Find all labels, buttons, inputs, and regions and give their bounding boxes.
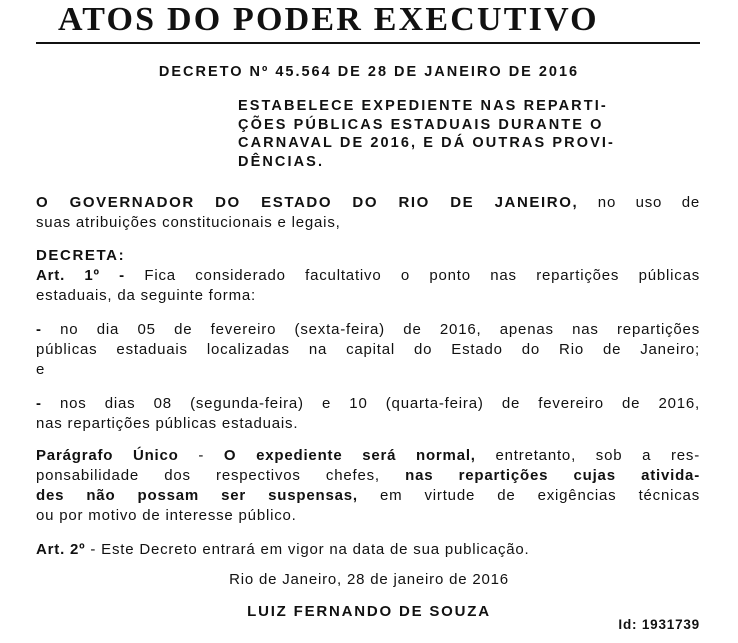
paragrafo-bold-2: nas repartições cujas ativida- [405, 467, 700, 484]
item-2-text: nos dias 08 (segunda-feira) e 10 (quarta-feira) de fevereiro de 2016, [59, 395, 701, 412]
paragrafo-label: Parágrafo Único [36, 447, 179, 464]
paragrafo-bold-1: O expediente será normal, [223, 447, 476, 464]
paragrafo-line [36, 466, 700, 486]
decree-title: DECRETO Nº 45.564 DE 28 DE JANEIRO DE 2016 [158, 64, 580, 80]
masthead: ATOS DO PODER EXECUTIVO [58, 1, 599, 38]
article-1-line [36, 266, 700, 286]
decreta-label [36, 246, 700, 266]
ementa-line: DÊNCIAS. [238, 153, 325, 170]
ementa-line: ÇÕES PÚBLICAS ESTADUAIS DURANTE O [238, 116, 604, 133]
paragrafo-bold-3: des não possam ser suspensas, [36, 487, 358, 504]
article-2-text: - Este Decreto entrará em vigor na data de sua publicação. [90, 541, 530, 558]
preamble-text: no uso de [597, 194, 701, 211]
item-1 [36, 320, 700, 380]
preamble-line [36, 193, 700, 213]
article-1 [36, 266, 700, 306]
ementa-line: ESTABELECE EXPEDIENTE NAS REPARTI- [238, 98, 608, 114]
ementa [238, 97, 700, 171]
article-1-line: estaduais, da seguinte forma: [36, 287, 256, 304]
ementa-line: CARNAVAL DE 2016, E DÁ OUTRAS PROVI- [238, 135, 615, 151]
preamble-line: suas atribuições constitucionais e legais, [36, 214, 341, 231]
place-date: Rio de Janeiro, 28 de janeiro de 2016 [229, 571, 509, 588]
article-2-line [36, 540, 700, 560]
paragrafo-text: ponsabilidade dos respectivos chefes, [36, 467, 380, 484]
item-2 [36, 394, 700, 434]
governor-authority: O GOVERNADOR DO ESTADO DO RIO DE JANEIRO, [36, 194, 579, 211]
article-2 [36, 540, 700, 560]
item-1-text: no dia 05 de fevereiro (sexta-feira) de 2016, apenas nas repartições [60, 321, 701, 338]
article-1-text: Fica considerado facultativo o ponto nas repartições públicas [144, 267, 701, 284]
item-1-line: e [36, 361, 46, 378]
item-2-line: nas repartições públicas estaduais. [36, 415, 299, 432]
preamble [36, 193, 700, 233]
item-dash: - [36, 321, 42, 338]
paragrafo-line: ou por motivo de interesse público. [36, 507, 297, 524]
paragrafo-line [36, 486, 700, 506]
item-1-line: públicas estaduais localizadas na capital do Estado do Rio de Janeiro; [36, 341, 700, 358]
masthead-rule [36, 42, 700, 44]
article-1-label: Art. 1º - [36, 267, 125, 284]
paragrafo-line [36, 446, 700, 466]
item-1-line [36, 320, 700, 340]
paragrafo-text: em virtude de exigências técnicas [379, 487, 700, 504]
article-2-label: Art. 2º [36, 541, 86, 558]
item-2-line [36, 394, 700, 414]
paragrafo-unico [36, 446, 700, 526]
decreta-text: DECRETA: [36, 247, 126, 264]
signer-name: LUIZ FERNANDO DE SOUZA [247, 603, 491, 620]
item-dash: - [36, 395, 42, 412]
paragrafo-text: entretanto, sob a res- [495, 447, 700, 464]
document-id: Id: 1931739 [618, 617, 700, 632]
paragrafo-sep: - [178, 447, 224, 464]
